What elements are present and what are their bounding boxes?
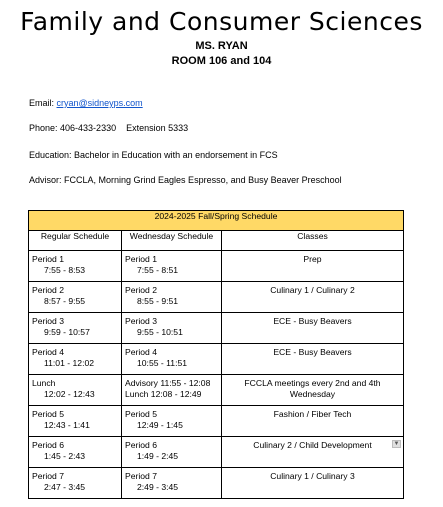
teacher-name: MS. RYAN — [195, 40, 248, 52]
phone-extension: Extension 5333 — [126, 123, 189, 133]
table-row — [29, 313, 404, 344]
phone-number: 406-433-2330 — [60, 123, 117, 133]
period-time: 12:49 - 1:45 — [137, 420, 183, 430]
wednesday-cell — [122, 468, 222, 499]
period-time: 2:47 - 3:45 — [44, 482, 86, 492]
regular-cell — [29, 313, 122, 344]
period-label: Period 3 — [125, 316, 158, 326]
period-time: 12:43 - 1:41 — [44, 420, 90, 430]
wednesday-cell — [122, 344, 222, 375]
class-cell-text: Culinary 2 / Child Development — [253, 440, 372, 450]
table-row — [29, 375, 404, 406]
period-time: 1:45 - 2:43 — [44, 451, 86, 461]
table-row — [29, 251, 404, 282]
period-time: 12:02 - 12:43 — [44, 389, 95, 399]
period-label: Period 6 — [32, 440, 65, 450]
page-title: Family and Consumer Sciences — [20, 7, 423, 36]
period-time: 7:55 - 8:53 — [44, 265, 86, 275]
class-cell: Culinary 1 / Culinary 2 — [222, 282, 404, 313]
column-header-row — [29, 231, 404, 251]
email-label: Email: — [29, 98, 57, 108]
period-label: Period 7 — [125, 471, 158, 481]
wednesday-cell — [122, 375, 222, 406]
period-label: Period 4 — [125, 347, 158, 357]
period-label: Period 3 — [32, 316, 65, 326]
period-time: 8:55 - 9:51 — [137, 296, 179, 306]
wednesday-cell — [122, 406, 222, 437]
period-time: Lunch 12:08 - 12:49 — [125, 389, 202, 399]
table-row — [29, 437, 404, 468]
period-time: 9:55 - 10:51 — [137, 327, 183, 337]
table-row — [29, 344, 404, 375]
period-time: 9:59 - 10:57 — [44, 327, 90, 337]
schedule-table — [28, 210, 404, 499]
class-cell: Prep — [222, 251, 404, 282]
email-line — [29, 97, 143, 109]
email-link[interactable]: cryan@sidneyps.com — [56, 98, 143, 108]
period-time: 7:55 - 8:51 — [137, 265, 179, 275]
period-label: Period 6 — [125, 440, 158, 450]
period-label: Period 2 — [125, 285, 158, 295]
wednesday-cell — [122, 437, 222, 468]
wednesday-cell — [122, 282, 222, 313]
period-label: Period 5 — [32, 409, 65, 419]
class-cell: Culinary 1 / Culinary 3 — [222, 468, 404, 499]
table-row — [29, 406, 404, 437]
period-label: Lunch — [32, 378, 56, 388]
period-time: 10:55 - 11:51 — [137, 358, 188, 368]
class-cell — [222, 437, 404, 468]
period-label: Period 7 — [32, 471, 65, 481]
regular-cell — [29, 437, 122, 468]
period-time: 2:49 - 3:45 — [137, 482, 179, 492]
class-cell: Fashion / Fiber Tech — [222, 406, 404, 437]
class-cell: FCCLA meetings every 2nd and 4th Wednesday — [222, 375, 404, 406]
regular-cell — [29, 468, 122, 499]
regular-cell — [29, 282, 122, 313]
table-row — [29, 282, 404, 313]
period-label: Period 1 — [125, 254, 158, 264]
education-line: Education: Bachelor in Education with an endorsement in FCS — [29, 150, 278, 160]
class-cell: ECE - Busy Beavers — [222, 313, 404, 344]
period-time: 1:49 - 2:45 — [137, 451, 179, 461]
phone-label: Phone: — [29, 123, 61, 133]
phone-line — [29, 122, 188, 134]
period-label: Period 2 — [32, 285, 65, 295]
regular-cell — [29, 375, 122, 406]
period-label: Period 5 — [125, 409, 158, 419]
period-time: 8:57 - 9:55 — [44, 296, 86, 306]
class-cell: ECE - Busy Beavers — [222, 344, 404, 375]
column-header-classes: Classes — [222, 231, 404, 251]
schedule-title-row — [29, 211, 404, 231]
regular-cell — [29, 251, 122, 282]
advisor-line: Advisor: FCCLA, Morning Grind Eagles Espresso, and Busy Beaver Preschool — [29, 175, 342, 185]
regular-cell — [29, 344, 122, 375]
period-time: 11:01 - 12:02 — [44, 358, 95, 368]
period-label: Period 1 — [32, 254, 65, 264]
period-label: Advisory 11:55 - 12:08 — [125, 378, 211, 388]
room-number: ROOM 106 and 104 — [171, 55, 272, 67]
wednesday-cell — [122, 251, 222, 282]
wednesday-cell — [122, 313, 222, 344]
schedule-title: 2024-2025 Fall/Spring Schedule — [29, 211, 404, 231]
period-label: Period 4 — [32, 347, 65, 357]
regular-cell — [29, 406, 122, 437]
chevron-down-icon[interactable]: ▼ — [393, 441, 400, 447]
column-header-wednesday: Wednesday Schedule — [122, 231, 222, 251]
table-row — [29, 468, 404, 499]
column-header-regular: Regular Schedule — [29, 231, 122, 251]
